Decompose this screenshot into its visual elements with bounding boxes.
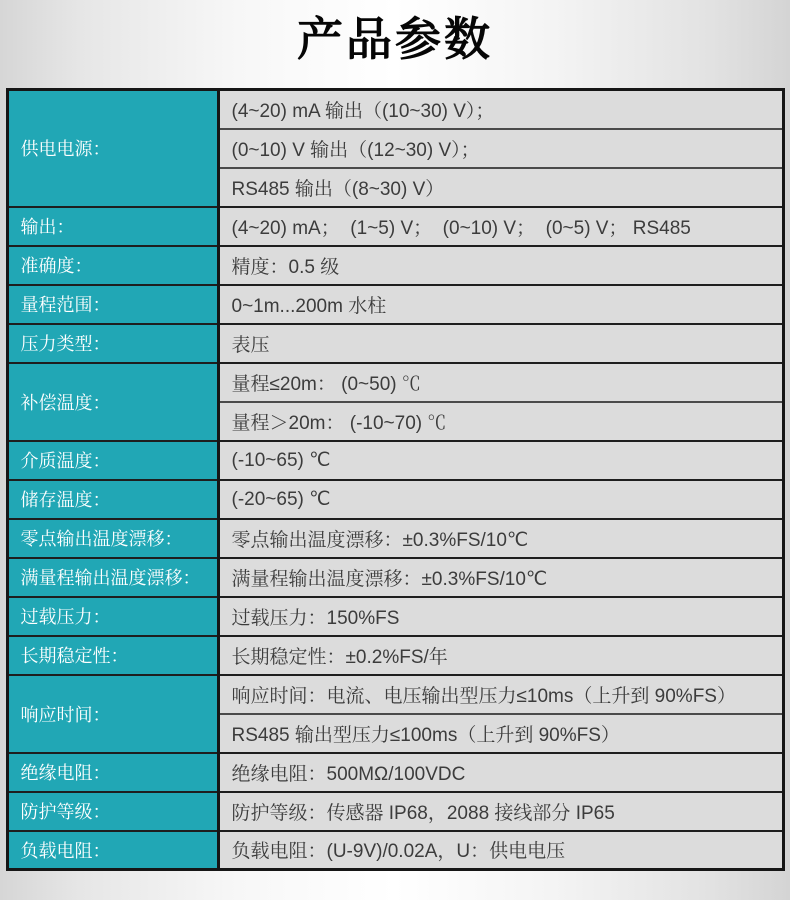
spec-label: 响应时间： — [7, 675, 218, 753]
spec-row — [7, 207, 783, 246]
spec-row — [7, 636, 783, 675]
spec-value: 防护等级：传感器 IP68，2088 接线部分 IP65 — [218, 792, 783, 831]
spec-value: RS485 输出（(8~30) V） — [218, 168, 783, 207]
spec-label: 负载电阻： — [7, 831, 218, 870]
spec-label: 供电电源： — [7, 90, 218, 207]
spec-row — [7, 675, 783, 714]
spec-label: 介质温度： — [7, 441, 218, 480]
spec-row — [7, 480, 783, 519]
spec-label: 压力类型： — [7, 324, 218, 363]
spec-value: (-20~65) ℃ — [218, 480, 783, 519]
spec-row — [7, 441, 783, 480]
spec-row — [7, 831, 783, 870]
spec-value: 零点输出温度漂移：±0.3%FS/10℃ — [218, 519, 783, 558]
spec-row — [7, 597, 783, 636]
spec-row — [7, 363, 783, 402]
spec-row — [7, 792, 783, 831]
spec-value: (-10~65) ℃ — [218, 441, 783, 480]
spec-value: 0~1m...200m 水柱 — [218, 285, 783, 324]
spec-value: 响应时间：电流、电压输出型压力≤10ms（上升到 90%FS） — [218, 675, 783, 714]
spec-row — [7, 753, 783, 792]
spec-label: 准确度： — [7, 246, 218, 285]
spec-value: (4~20) mA 输出（(10~30) V）； — [218, 90, 783, 129]
spec-row — [7, 558, 783, 597]
spec-label: 过载压力： — [7, 597, 218, 636]
spec-table-body — [7, 90, 783, 870]
spec-value: 精度：0.5 级 — [218, 246, 783, 285]
spec-label: 绝缘电阻： — [7, 753, 218, 792]
spec-value: 长期稳定性：±0.2%FS/年 — [218, 636, 783, 675]
spec-label: 输出： — [7, 207, 218, 246]
spec-value: (4~20) mA； (1~5) V； (0~10) V； (0~5) V； RS485 — [218, 207, 783, 246]
spec-row — [7, 285, 783, 324]
spec-label: 补偿温度： — [7, 363, 218, 441]
spec-label: 量程范围： — [7, 285, 218, 324]
spec-value: 满量程输出温度漂移：±0.3%FS/10℃ — [218, 558, 783, 597]
spec-row — [7, 324, 783, 363]
spec-value: 过载压力：150%FS — [218, 597, 783, 636]
spec-value: (0~10) V 输出（(12~30) V）； — [218, 129, 783, 168]
spec-label: 储存温度： — [7, 480, 218, 519]
spec-label: 长期稳定性： — [7, 636, 218, 675]
spec-table — [6, 88, 785, 871]
spec-value: 表压 — [218, 324, 783, 363]
spec-row — [7, 90, 783, 129]
page-title: 产品参数 — [297, 13, 493, 65]
spec-value: 负载电阻：(U-9V)/0.02A，U：供电电压 — [218, 831, 783, 870]
spec-label: 满量程输出温度漂移： — [7, 558, 218, 597]
spec-value: 量程＞20m： (-10~70) ℃ — [218, 402, 783, 441]
spec-label: 防护等级： — [7, 792, 218, 831]
spec-value: RS485 输出型压力≤100ms（上升到 90%FS） — [218, 714, 783, 753]
spec-value: 量程≤20m： (0~50) ℃ — [218, 363, 783, 402]
spec-label: 零点输出温度漂移： — [7, 519, 218, 558]
spec-row — [7, 246, 783, 285]
spec-value: 绝缘电阻：500MΩ/100VDC — [218, 753, 783, 792]
spec-row — [7, 519, 783, 558]
